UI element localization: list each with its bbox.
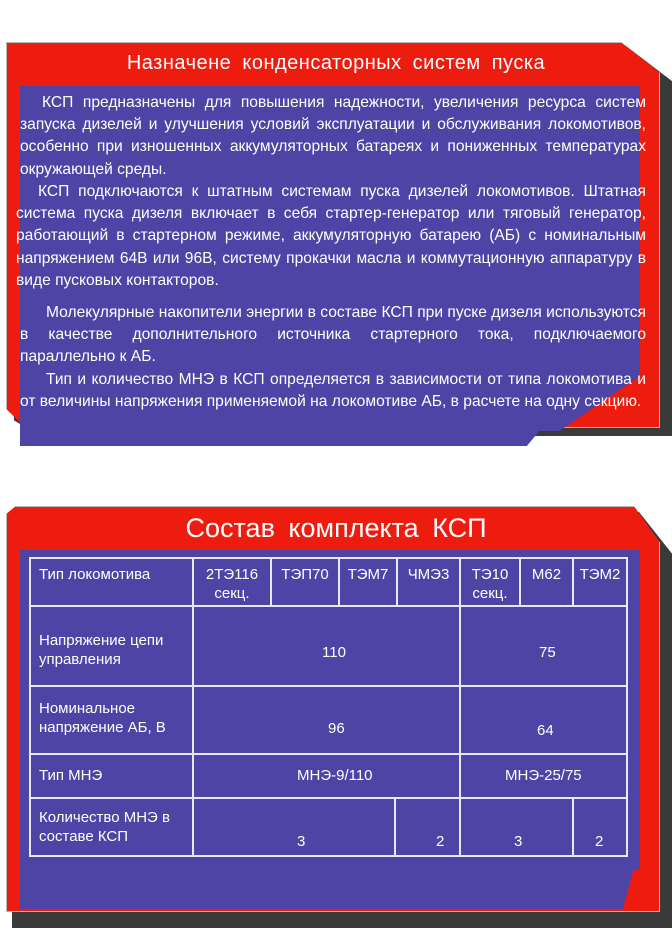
table-background-tail [20, 865, 635, 909]
control-voltage-group2: 75 [459, 605, 628, 687]
loco-cell-5: ТЭ10 секц. [459, 557, 521, 607]
paragraph-2: КСП подключаются к штатным системам пуска дизелей локомотивов. Штатная система пуска дизеля включает в себя стартер-генератор или тяговый генератор, работающий в стартерном режиме, аккумуляторную батарею (АБ) с номинальным напряжением 64В или 96В, систему прокачки масла и коммутационную аппаратуру в виде пусковых контакторов. [16, 183, 646, 289]
mne-type-group2: МНЭ-25/75 [459, 753, 628, 799]
loco-cell-2: ТЭП70 [270, 557, 340, 607]
mne-count-cell-2: 2 [394, 797, 461, 857]
section1-title: Назначене конденсаторных систем пуска [126, 52, 546, 74]
loco-cell-6: М62 [519, 557, 574, 607]
row-label-control-voltage: Напряжение цепи управления [29, 605, 194, 687]
battery-voltage-group1: 96 [192, 685, 461, 755]
mne-count-cell-3: 3 [459, 797, 574, 857]
paragraph-4: Тип и количество МНЭ в КСП определяется в зависимости от типа локомотива и от величины напряжения применяемой на локомотиве АБ, в расчете на одну секцию. [20, 371, 646, 411]
row-label-loco: Тип локомотива [29, 557, 194, 607]
row-label-battery-voltage: Номинальное напряжение АБ, В [29, 685, 194, 755]
row-label-mne-count: Количество МНЭ в составе КСП [29, 797, 194, 857]
paragraph-1: КСП предназначены для повышения надежности, увеличения ресурса систем запуска дизелей и улучшения условий эксплуатации и обслуживания локомотивов, особенно при изношенных аккумуляторных батареях и пониженных температурах окружающей среды. [20, 94, 646, 178]
battery-voltage-group2: 64 [459, 685, 628, 755]
loco-cell-1: 2ТЭ116 секц. [192, 557, 272, 607]
loco-cell-4: ЧМЭ3 [396, 557, 461, 607]
mne-type-group1: МНЭ-9/110 [192, 753, 461, 799]
loco-cell-3: ТЭМ7 [338, 557, 398, 607]
mne-count-cell-1: 3 [192, 797, 396, 857]
control-voltage-group1: 110 [192, 605, 461, 687]
section2-title: Состав комплекта КСП [185, 513, 487, 543]
loco-cell-7: ТЭМ2 [572, 557, 628, 607]
row-label-mne-type: Тип МНЭ [29, 753, 194, 799]
mne-count-cell-4: 2 [572, 797, 628, 857]
paragraph-3: Молекулярные накопители энергии в составе КСП при пуске дизеля используются в качестве дополнительного источника стартерного тока, подключаемого параллельно к АБ. [20, 304, 646, 366]
